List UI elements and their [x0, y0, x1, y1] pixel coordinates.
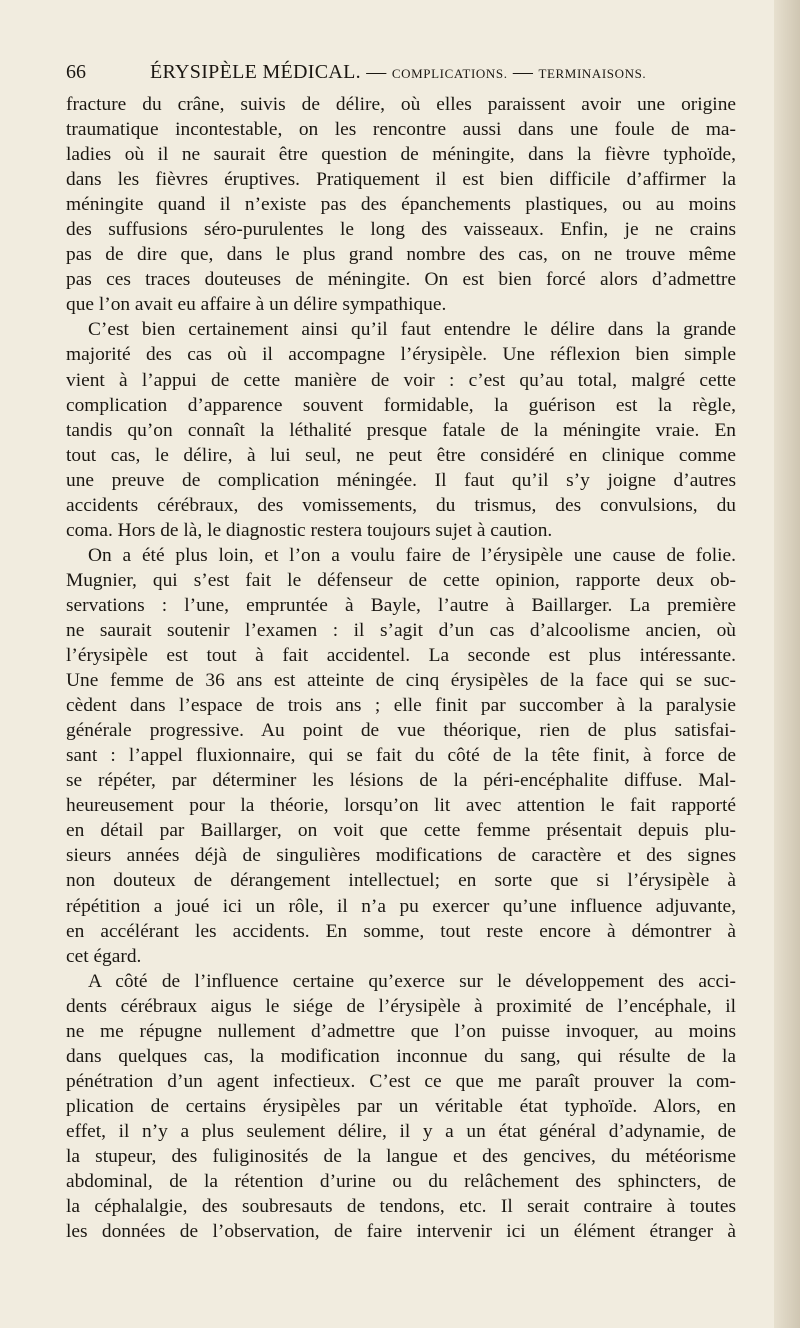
text-line: des suffusions séro-purulentes le long des vaisseaux. Enfin, je ne crains: [66, 219, 736, 241]
text-line: dans les fièvres éruptives. Pratiquement il est bien difficile d’affirmer la: [66, 169, 736, 191]
text-line: heureusement pour la théorie, lorsqu’on lit avec attention le fait rapporté: [66, 795, 736, 817]
text-line: tout cas, le délire, à lui seul, ne peut être considéré en clinique comme: [66, 444, 736, 466]
text-line: ne me répugne nullement d’admettre que l’on puisse invoquer, au moins: [66, 1020, 736, 1042]
text-line: se répéter, par déterminer les lésions de la péri-encéphalite diffuse. Mal-: [66, 770, 736, 792]
text-line: une preuve de complication méningée. Il faut qu’il s’y joigne d’autres: [66, 469, 736, 491]
text-line: vient à l’appui de cette manière de voir : c’est qu’au total, malgré cette: [66, 369, 736, 391]
text-line: On a été plus loin, et l’on a voulu faire de l’érysipèle une cause de folie.: [88, 544, 736, 566]
text-line: répétition a joué ici un rôle, il n’a pu exercer qu’une influence adjuvante,: [66, 895, 736, 917]
text-line: ne saurait soutenir l’examen : il s’agit d’un cas d’alcoolisme ancien, où: [66, 619, 736, 641]
text-line: sieurs années déjà de singulières modifications de caractère et des signes: [66, 845, 736, 867]
text-line: méningite quand il n’existe pas des épanchements plastiques, ou au moins: [66, 194, 736, 216]
text-line: cet égard.: [66, 945, 142, 967]
text-line: majorité des cas où il accompagne l’érysipèle. Une réflexion bien simple: [66, 344, 736, 366]
text-line: Mugnier, qui s’est fait le défenseur de cette opinion, rapporte deux ob-: [66, 569, 736, 591]
text-line: pénétration d’un agent infectieux. C’est ce que me paraît prouver la com-: [66, 1070, 736, 1092]
running-header: [66, 57, 736, 87]
text-line: cèdent dans l’espace de trois ans ; elle finit par succomber à la paralysie: [66, 695, 736, 717]
header-separator: —: [507, 61, 539, 83]
text-line: que l’on avait eu affaire à un délire sympathique.: [66, 294, 447, 316]
page-number: 66: [66, 61, 86, 83]
text-line: coma. Hors de là, le diagnostic restera toujours sujet à caution.: [66, 519, 553, 541]
running-title-section: COMPLICATIONS.: [391, 66, 508, 81]
text-line: la céphalalgie, des soubresauts de tendons, etc. Il serait contraire à toutes: [66, 1196, 736, 1218]
text-line: Une femme de 36 ans est atteinte de cinq érysipèles de la face qui se suc-: [66, 670, 736, 692]
body-text: [66, 92, 736, 1244]
text-line: pas de dire que, dans le plus grand nombre des cas, on ne trouve même: [66, 244, 736, 266]
text-line: générale progressive. Au point de vue théorique, rien de plus satisfai-: [66, 720, 736, 742]
text-line: les données de l’observation, de faire intervenir ici un élément étranger à: [66, 1221, 736, 1243]
text-line: tandis qu’on connaît la léthalité presque fatale de la méningite vraie. En: [66, 419, 736, 441]
text-line: la stupeur, des fuliginosités de la langue et des gencives, du météorisme: [66, 1145, 736, 1167]
running-title-subsection: TERMINAISONS.: [538, 66, 647, 81]
text-line: A côté de l’influence certaine qu’exerce sur le développement des acci-: [88, 970, 736, 992]
text-line: servations : l’une, empruntée à Bayle, l’autre à Baillarger. La première: [66, 594, 736, 616]
running-title: [150, 57, 646, 89]
text-line: pas ces traces douteuses de méningite. On est bien forcé alors d’admettre: [66, 269, 736, 291]
text-line: dans quelques cas, la modification inconnue du sang, qui résulte de la: [66, 1045, 736, 1067]
text-line: en détail par Baillarger, on voit que cette femme présentait depuis plu-: [66, 820, 736, 842]
page-edge-shadow: [774, 0, 800, 1328]
text-line: sant : l’appel fluxionnaire, qui se fait du côté de la tête finit, à force de: [66, 745, 736, 767]
text-line: fracture du crâne, suivis de délire, où elles paraissent avoir une origine: [66, 94, 736, 115]
header-separator: —: [360, 61, 392, 83]
text-line: non douteux de dérangement intellectuel; en sorte que si l’érysipèle à: [66, 870, 736, 892]
text-line: complication d’apparence souvent formidable, la guérison est la règle,: [66, 394, 736, 416]
text-line: accidents cérébraux, des vomissements, du trismus, des convulsions, du: [66, 494, 736, 516]
text-line: en accélérant les accidents. En somme, tout reste encore à démontrer à: [66, 920, 736, 942]
text-line: traumatique incontestable, on les rencontre aussi dans une foule de ma-: [66, 119, 736, 141]
text-line: abdominal, de la rétention d’urine ou du relâchement des sphincters, de: [66, 1171, 736, 1193]
running-title-main: ÉRYSIPÈLE MÉDICAL.: [150, 61, 361, 83]
text-line: dents cérébraux aigus le siége de l’érysipèle à proximité de l’encéphale, il: [66, 995, 736, 1017]
text-line: effet, il n’y a plus seulement délire, il y a un état général d’adynamie, de: [66, 1120, 736, 1142]
text-line: l’érysipèle est tout à fait accidentel. La seconde est plus intéressante.: [66, 645, 736, 667]
text-line: ladies où il ne saurait être question de méningite, dans la fièvre typhoïde,: [66, 144, 736, 166]
text-line: plication de certains érysipèles par un véritable état typhoïde. Alors, en: [66, 1095, 736, 1117]
text-line: C’est bien certainement ainsi qu’il faut entendre le délire dans la grande: [88, 319, 736, 341]
